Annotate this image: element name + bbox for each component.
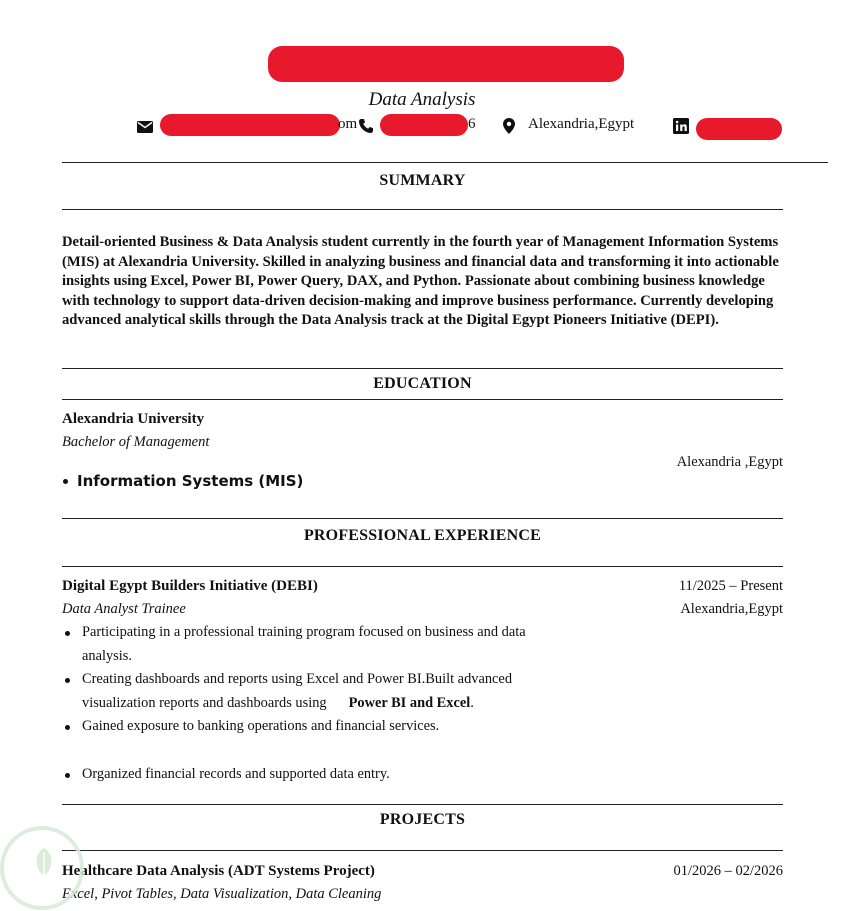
email-suffix[interactable]: om <box>338 116 358 132</box>
headline: Data Analysis <box>368 89 476 110</box>
phone-icon <box>358 118 374 134</box>
experience-top-divider <box>62 518 783 519</box>
watermark-logo <box>0 826 84 910</box>
list-item <box>62 668 562 715</box>
bullet-end: . <box>470 694 474 711</box>
education-location: Alexandria ,Egypt <box>676 454 783 470</box>
bullet-text: Participating in a professional training program focused on business and data analysis. <box>82 624 526 664</box>
school-name: Alexandria University <box>62 411 205 427</box>
experience-bottom-divider <box>62 566 783 567</box>
bullet-text: Creating dashboards and reports using Excel and Power BI.Built advanced visualization reports and dashboards using <box>82 671 513 711</box>
projects-heading: PROJECTS <box>379 811 466 828</box>
projects-top-divider <box>62 804 783 805</box>
bullet-bold-text: Power BI and Excel <box>348 694 471 711</box>
project-tools: Excel, Pivot Tables, Data Visualization, Data Cleaning <box>62 886 382 902</box>
experience-org: Digital Egypt Builders Initiative (DEBI) <box>62 578 318 594</box>
major: Information Systems (MIS) <box>77 472 304 490</box>
summary-divider <box>62 209 783 210</box>
top-divider <box>62 162 828 163</box>
experience-location: Alexandria,Egypt <box>680 601 783 617</box>
education-heading: EDUCATION <box>373 375 472 392</box>
redacted-name <box>268 46 624 82</box>
linkedin-icon[interactable] <box>673 118 689 134</box>
summary-text: Detail-oriented Business & Data Analysis student currently in the fourth year of Management Information Systems (MIS) at Alexandria University. Skilled in analyzing business and financial data and transforming it into actionable insights using Excel, Power BI, Power Query, DAX, and Python. Passionate about combining business knowledge with technology to support data-driven decision-making and improve business performance. Currently developing advanced analytical skills through the Data Analysis track at the Digital Egypt Pioneers Initiative (DEPI). <box>62 234 779 328</box>
degree: Bachelor of Management <box>62 434 210 450</box>
major-bullet <box>63 479 68 484</box>
redacted-email <box>160 114 340 136</box>
phone-suffix[interactable]: 6 <box>468 116 476 132</box>
experience-dates: 11/2025 – Present <box>678 578 783 594</box>
project-dates: 01/2026 – 02/2026 <box>673 863 783 879</box>
education-top-divider <box>62 368 783 369</box>
list-item <box>62 715 562 739</box>
experience-heading: PROFESSIONAL EXPERIENCE <box>303 527 542 544</box>
location-text: Alexandria,Egypt <box>528 116 635 132</box>
envelope-icon <box>137 121 153 133</box>
bullet-text: Organized financial records and supported data entry. <box>82 765 390 782</box>
list-item <box>62 763 562 787</box>
redacted-linkedin <box>696 118 782 140</box>
projects-bottom-divider <box>62 850 783 851</box>
list-item <box>62 621 562 668</box>
experience-bullets <box>62 621 562 786</box>
map-pin-icon <box>503 118 515 134</box>
education-bottom-divider <box>62 399 783 400</box>
redacted-phone <box>380 114 468 136</box>
summary-heading: SUMMARY <box>379 172 466 189</box>
experience-role: Data Analyst Trainee <box>62 601 186 617</box>
project-name: Healthcare Data Analysis (ADT Systems Project) <box>62 863 375 879</box>
bullet-text: Gained exposure to banking operations and financial services. <box>82 718 440 734</box>
